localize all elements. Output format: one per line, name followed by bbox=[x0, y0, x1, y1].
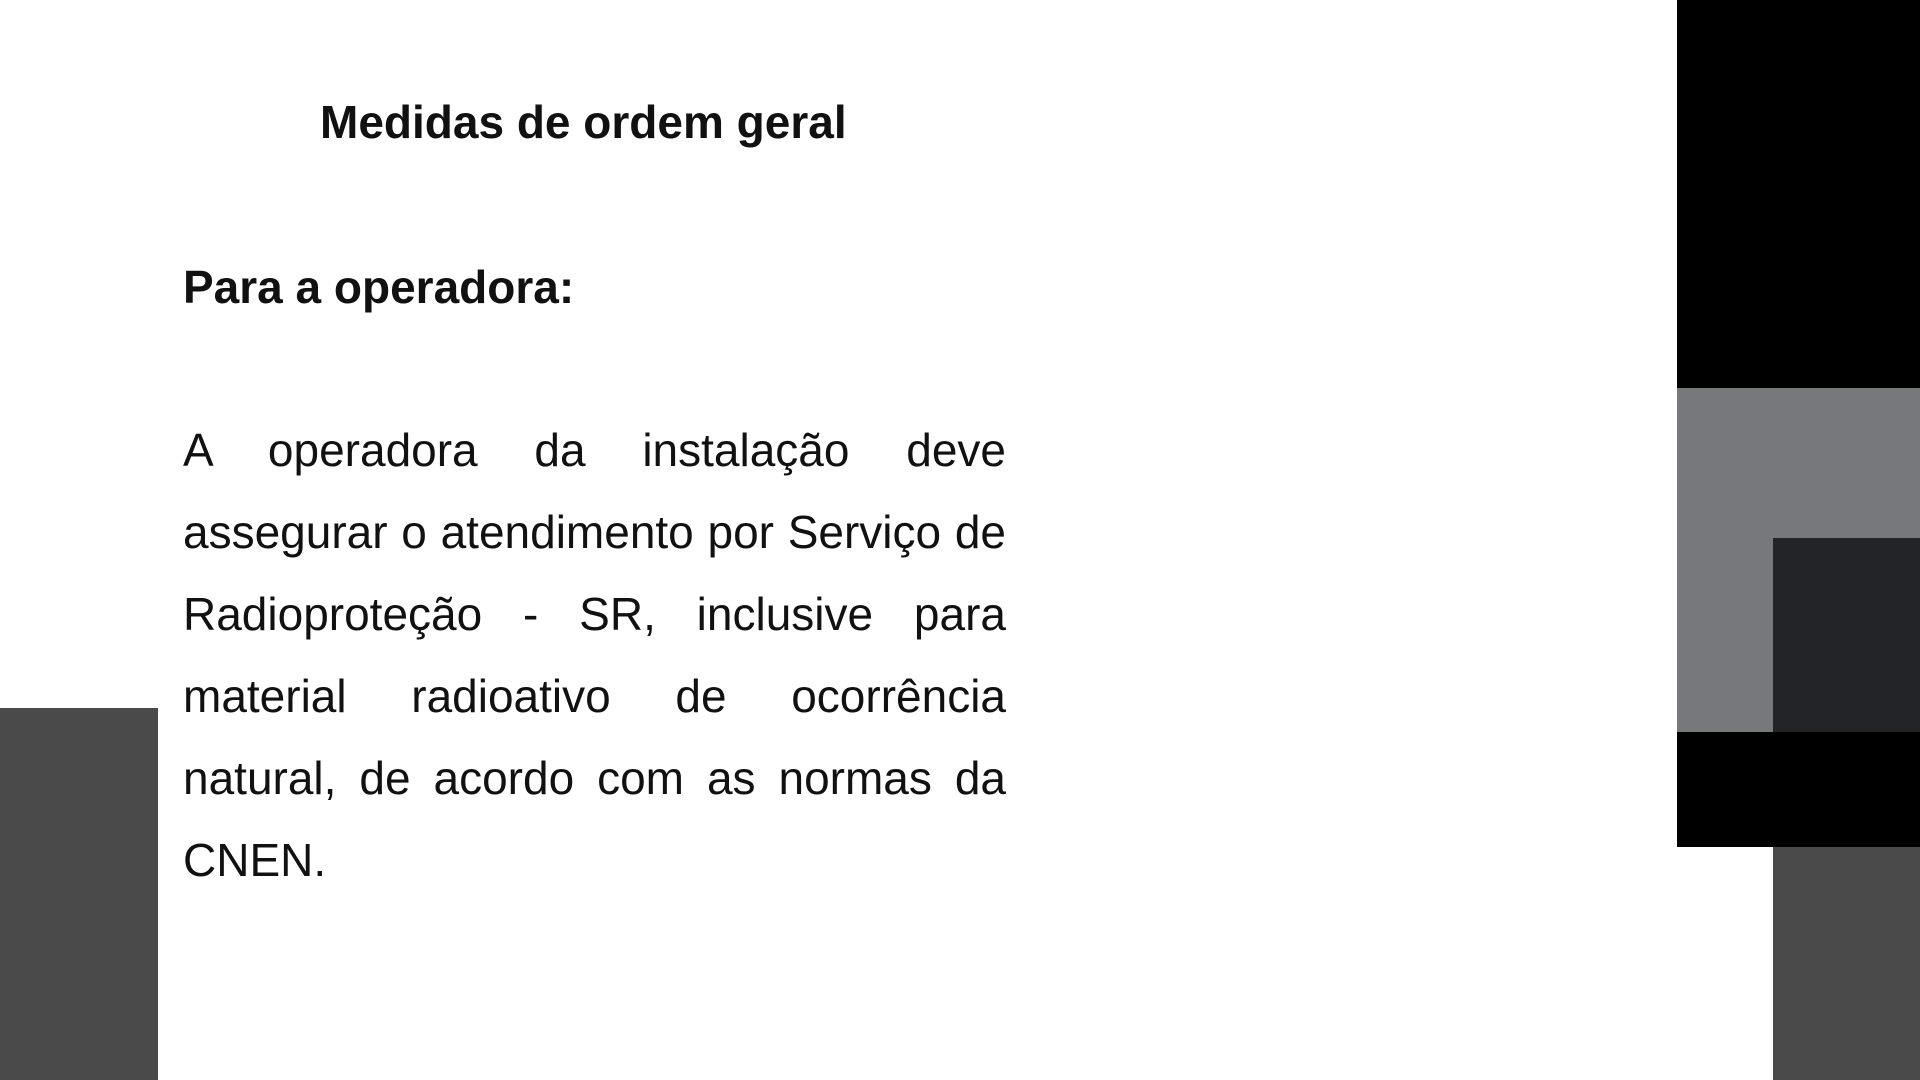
right-charcoal-block-bottom bbox=[1773, 847, 1920, 1080]
body-paragraph: A operadora da instalação deve assegurar o atendimento por Serviço de Radioproteção - SR, inclusive para material radioativo de ocorrência natural, de acordo com as normas da CNEN. bbox=[183, 424, 1006, 886]
slide-title: Medidas de ordem geral bbox=[320, 96, 847, 148]
right-black-block-bottom bbox=[1677, 732, 1920, 847]
right-dark-inner-block bbox=[1773, 538, 1920, 732]
left-decorative-bar bbox=[0, 708, 158, 1080]
right-black-block-top bbox=[1677, 0, 1920, 388]
section-subheading: Para a operadora: bbox=[183, 261, 575, 313]
